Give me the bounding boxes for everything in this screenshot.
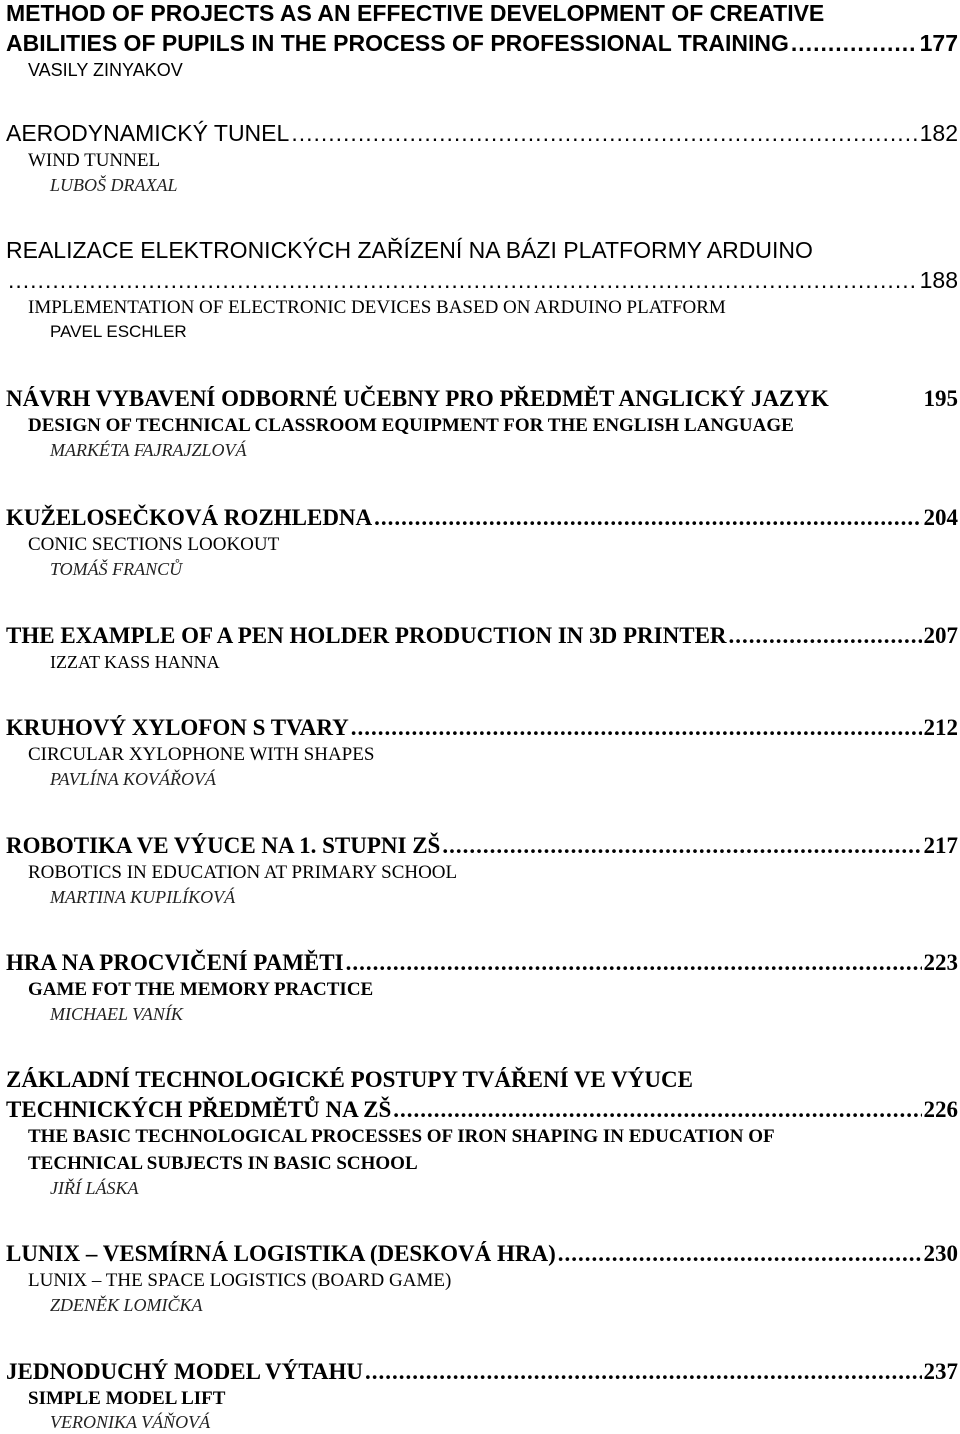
page-number: 223 — [923, 950, 958, 975]
page-number: 212 — [923, 715, 958, 740]
toc-entry-leader[interactable] — [6, 1242, 958, 1265]
toc-subtitle: ROBOTICS IN EDUCATION AT PRIMARY SCHOOL — [28, 862, 458, 883]
toc-entry-leader[interactable] — [6, 951, 958, 974]
toc-entry-leader[interactable] — [6, 834, 958, 857]
toc-subtitle: SIMPLE MODEL LIFT — [28, 1388, 226, 1409]
toc-subtitle: GAME FOT THE MEMORY PRACTICE — [28, 979, 374, 1000]
toc-title: KUŽELOSEČKOVÁ ROZHLEDNA — [6, 505, 373, 530]
toc-author: VERONIKA VÁŇOVÁ — [50, 1412, 211, 1432]
toc-title: AERODYNAMICKÝ TUNEL — [6, 120, 290, 146]
toc-title: THE EXAMPLE OF A PEN HOLDER PRODUCTION IN 3D PRINTER — [6, 623, 727, 648]
toc-title: REALIZACE ELEKTRONICKÝCH ZAŘÍZENÍ NA BÁZI PLATFORMY ARDUINO — [6, 237, 813, 263]
toc-title-line: ZÁKLADNÍ TECHNOLOGICKÉ POSTUPY TVÁŘENÍ VE VÝUCE — [6, 1067, 693, 1092]
toc-subtitle: CONIC SECTIONS LOOKOUT — [28, 534, 280, 555]
toc-title: LUNIX – VESMÍRNÁ LOGISTIKA (DESKOVÁ HRA) — [6, 1241, 556, 1266]
toc-entry-leader[interactable] — [6, 1360, 958, 1383]
page-number: 177 — [919, 30, 958, 56]
toc-title: JEDNODUCHÝ MODEL VÝTAHU — [6, 1359, 363, 1384]
page-number: 204 — [923, 505, 958, 530]
toc-author: IZZAT KASS HANNA — [50, 652, 220, 672]
page-number: 237 — [923, 1359, 958, 1384]
toc-subtitle: DESIGN OF TECHNICAL CLASSROOM EQUIPMENT FOR THE ENGLISH LANGUAGE — [28, 415, 794, 436]
toc-author: MARKÉTA FAJRAJZLOVÁ — [50, 440, 247, 460]
toc-subtitle: IMPLEMENTATION OF ELECTRONIC DEVICES BASED ON ARDUINO PLATFORM — [28, 297, 726, 318]
page-number: 188 — [919, 267, 958, 293]
toc-author: LUBOŠ DRAXAL — [50, 175, 178, 195]
toc-subtitle: LUNIX – THE SPACE LOGISTICS (BOARD GAME) — [28, 1270, 452, 1291]
toc-title: NÁVRH VYBAVENÍ ODBORNÉ UČEBNY PRO PŘEDMĚT ANGLICKÝ JAZYK — [6, 386, 829, 411]
page-number: 195 — [923, 386, 958, 411]
toc-entry-leader[interactable] — [6, 1098, 958, 1121]
toc-author: PAVEL ESCHLER — [50, 322, 187, 341]
page-number: 217 — [923, 833, 958, 858]
toc-author: MICHAEL VANÍK — [50, 1004, 183, 1024]
page-number: 226 — [923, 1097, 958, 1122]
toc-entry-leader[interactable] — [6, 506, 958, 529]
toc-author: VASILY ZINYAKOV — [28, 60, 183, 80]
toc-entry-leader[interactable] — [6, 32, 958, 55]
toc-entry-leader[interactable] — [6, 716, 958, 739]
toc-title-line: TECHNICKÝCH PŘEDMĚTŮ NA ZŠ — [6, 1097, 392, 1122]
toc-entry-leader[interactable] — [6, 624, 958, 647]
toc-entry-leader[interactable] — [6, 387, 958, 410]
toc-entry-leader[interactable] — [6, 122, 958, 145]
toc-title-line: METHOD OF PROJECTS AS AN EFFECTIVE DEVELOPMENT OF CREATIVE — [6, 0, 825, 26]
toc-author: TOMÁŠ FRANCŮ — [50, 559, 183, 579]
page-number: 230 — [923, 1241, 958, 1266]
toc-title: KRUHOVÝ XYLOFON S TVARY — [6, 715, 349, 740]
toc-subtitle: WIND TUNNEL — [28, 150, 161, 171]
toc-subtitle-line: THE BASIC TECHNOLOGICAL PROCESSES OF IRON SHAPING IN EDUCATION OF — [28, 1126, 775, 1147]
page-number: 207 — [923, 623, 958, 648]
toc-author: JIŘÍ LÁSKA — [50, 1178, 139, 1198]
toc-author: PAVLÍNA KOVÁŘOVÁ — [50, 769, 216, 789]
toc-entry-leader[interactable] — [6, 269, 958, 292]
page-number: 182 — [919, 120, 958, 146]
toc-title: HRA NA PROCVIČENÍ PAMĚTI — [6, 950, 344, 975]
toc-author: ZDENĚK LOMIČKA — [50, 1295, 203, 1315]
toc-title-line: ABILITIES OF PUPILS IN THE PROCESS OF PROFESSIONAL TRAINING — [6, 30, 789, 56]
toc-author: MARTINA KUPILÍKOVÁ — [50, 887, 236, 907]
toc-subtitle-line: TECHNICAL SUBJECTS IN BASIC SCHOOL — [28, 1153, 418, 1174]
toc-title: ROBOTIKA VE VÝUCE NA 1. STUPNI ZŠ — [6, 833, 441, 858]
toc-subtitle: CIRCULAR XYLOPHONE WITH SHAPES — [28, 744, 375, 765]
